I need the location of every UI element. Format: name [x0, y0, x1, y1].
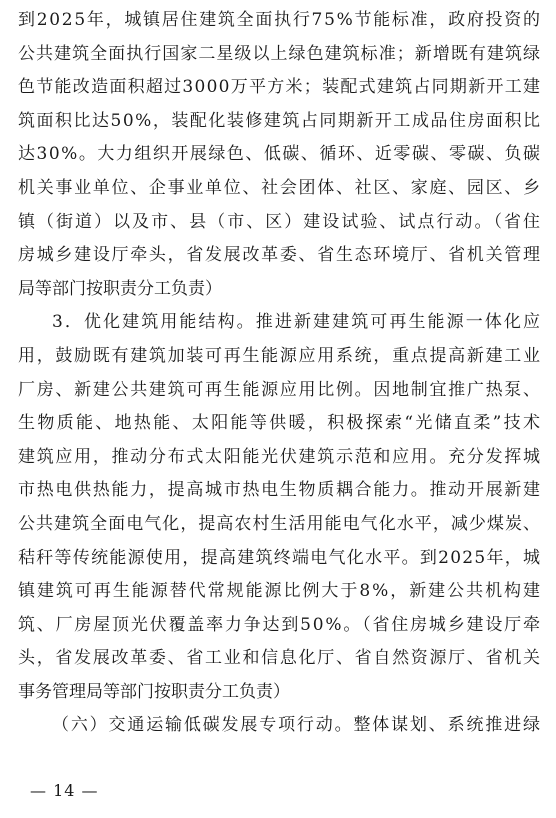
- text-line: [18, 306, 543, 340]
- text-line-content: 3．优化建筑用能结构。推进新建建筑可再生能源一体化应: [52, 312, 543, 333]
- text-line-content: 色节能改造面积超过3000万平方米；装配式建筑占同期新开工建: [18, 77, 542, 98]
- text-line-content: 建筑应用，推动分布式太阳能光伏建筑示范和应用。充分发挥城: [18, 446, 542, 467]
- text-line-content: 生物质能、地热能、太阳能等供暖，积极探索“光储直柔”技术: [18, 413, 543, 434]
- text-line-content: 机关事业单位、企事业单位、社会团体、社区、家庭、园区、乡: [18, 177, 542, 198]
- body-text: [18, 4, 543, 743]
- text-line-content: 镇建筑可再生能源替代常规能源比例大于8%，新建公共机构建: [18, 581, 542, 602]
- text-line: [18, 642, 540, 676]
- text-line-content: 局等部门按职责分工负责）: [18, 278, 222, 299]
- text-line: [18, 4, 540, 38]
- text-line: [18, 407, 543, 441]
- text-line: [18, 105, 540, 139]
- text-line-content: 筑、厂房屋顶光伏覆盖率力争达到50%。（省住房城乡建设厅牵: [18, 614, 542, 635]
- text-line: [18, 71, 540, 105]
- text-line-content: （六）交通运输低碳发展专项行动。整体谋划、系统推进绿: [52, 715, 542, 736]
- text-line: [18, 441, 540, 475]
- text-line: [18, 340, 540, 374]
- text-line-content: 公共建筑全面执行国家二星级以上绿色建筑标准；新增既有建筑绿: [18, 43, 542, 64]
- text-line: [18, 239, 540, 273]
- text-line-content: 到2025年，城镇居住建筑全面执行75%节能标准，政府投资的: [18, 10, 542, 30]
- text-line: [18, 542, 540, 576]
- text-line: [18, 172, 540, 206]
- text-line: [18, 374, 540, 408]
- text-line: [18, 609, 540, 643]
- text-line-content: 厂房、新建公共建筑可再生能源应用比例。因地制宜推广热泵、: [18, 379, 542, 400]
- text-line: [18, 474, 540, 508]
- text-line-content: 头，省发展改革委、省工业和信息化厅、省自然资源厅、省机关: [18, 648, 542, 669]
- text-line-content: 用，鼓励既有建筑加装可再生能源应用系统，重点提高新建工业: [18, 345, 542, 366]
- text-line: [18, 709, 540, 743]
- text-line-content: 房城乡建设厅牵头，省发展改革委、省生态环境厅、省机关管理: [18, 245, 542, 266]
- text-line: [18, 676, 540, 710]
- text-line: [18, 273, 540, 307]
- text-line-content: 达30%。大力组织开展绿色、低碳、循环、近零碳、零碳、负碳: [18, 144, 542, 165]
- text-line: [18, 206, 543, 240]
- text-line-content: 事务管理局等部门按职责分工负责）: [18, 681, 290, 702]
- text-line-content: 秸秆等传统能源使用，提高建筑终端电气化水平。到2025年，城: [18, 547, 542, 568]
- text-line: [18, 508, 540, 542]
- text-line: [18, 138, 540, 172]
- text-line: [18, 38, 540, 72]
- text-line-content: 公共建筑全面电气化，提高农村生活用能电气化水平，减少煤炭、: [18, 513, 542, 534]
- page-number: — 14 —: [30, 781, 99, 800]
- text-line: [18, 575, 540, 609]
- text-line-content: 市热电供热能力，提高城市热电生物质耦合能力。推动开展新建: [18, 480, 542, 501]
- text-line-content: 镇（街道）以及市、县（市、区）建设试验、试点行动。（省住: [18, 211, 543, 232]
- text-line-content: 筑面积比达50%，装配化装修建筑占同期新开工成品住房面积比: [18, 110, 542, 131]
